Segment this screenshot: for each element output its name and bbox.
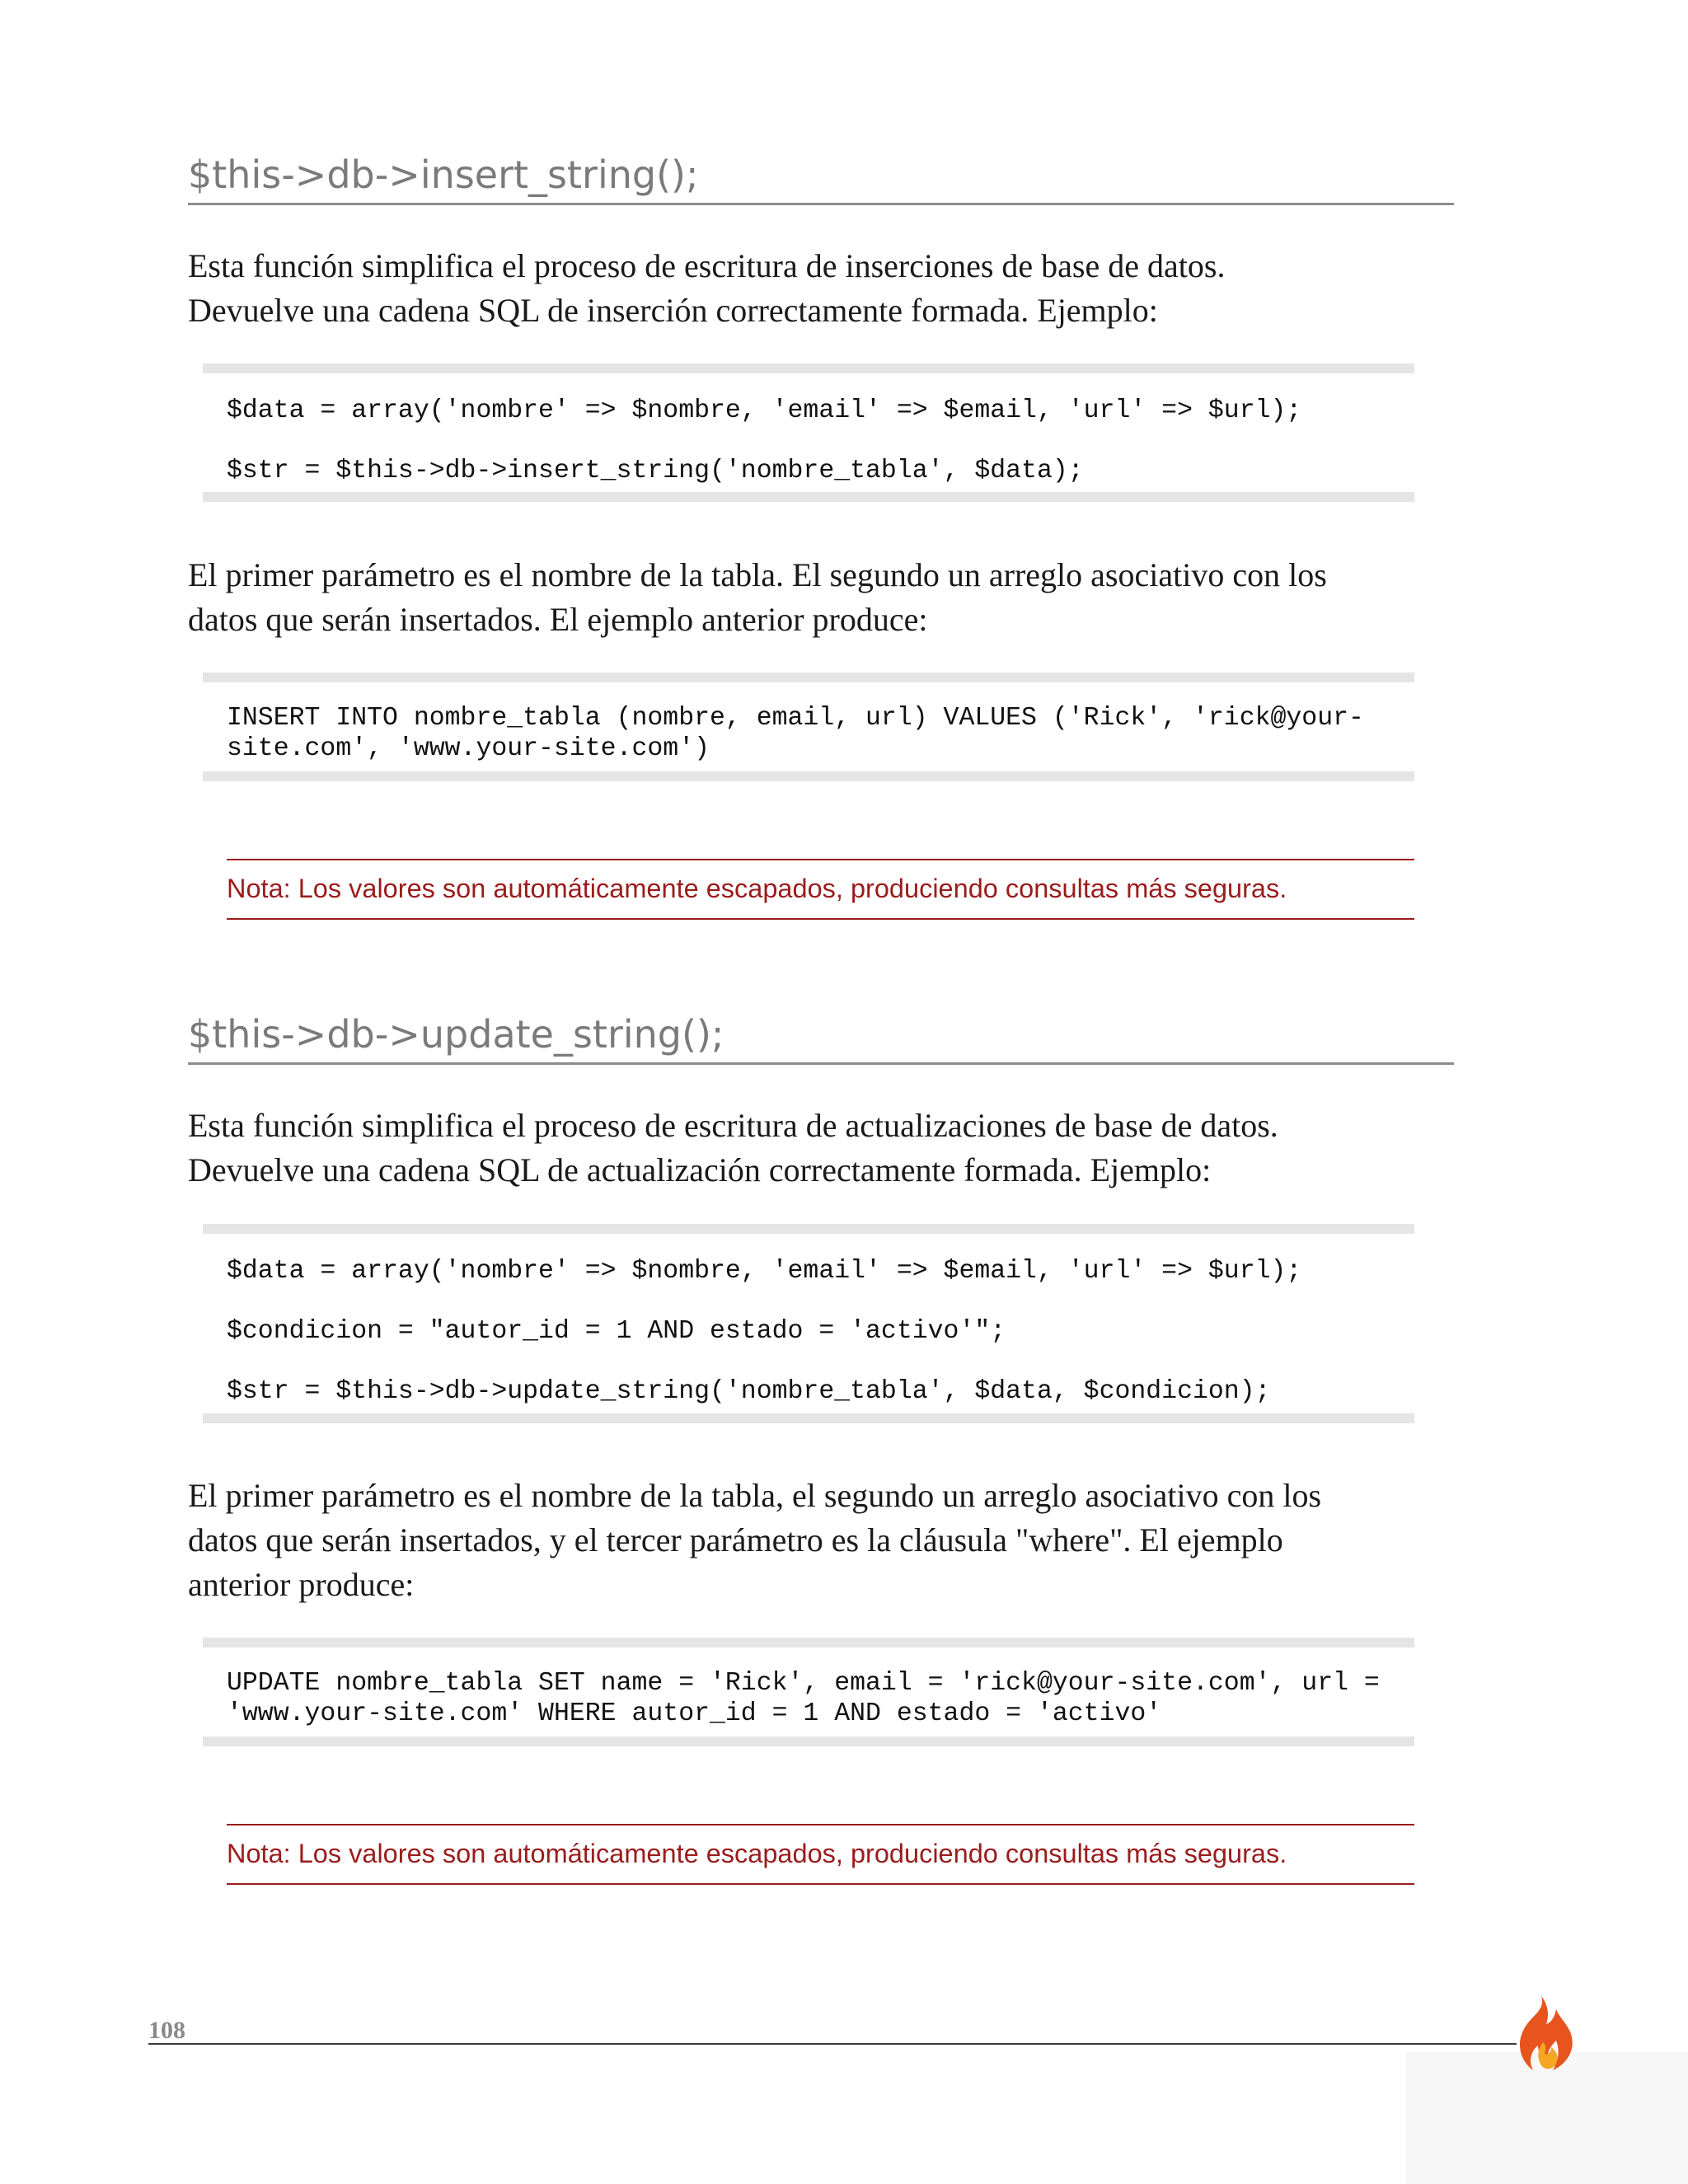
insert-explanation-line-2: datos que serán insertados. El ejemplo anterior produce: (188, 601, 928, 638)
update-explanation-line-2: datos que serán insertados, y el tercer parámetro es la cláusula "where". El ejemplo (188, 1521, 1283, 1558)
insert-output-block (203, 673, 1414, 781)
update-explanation-line-3: anterior produce: (188, 1566, 415, 1603)
section-heading-update-string: $this->db->update_string(); (188, 1010, 1454, 1065)
update-explanation-line-1: El primer parámetro es el nombre de la tabla, el segundo un arreglo asociativo con los (188, 1477, 1322, 1514)
code-line: $data = array('nombre' => $nombre, 'email' => $email, 'url' => $url); (227, 1257, 1302, 1286)
update-intro-line-1: Esta función simplifica el proceso de escritura de actualizaciones de base de datos. (188, 1107, 1278, 1144)
code-line: $str = $this->db->update_string('nombre_tabla', $data, $condicion); (227, 1377, 1271, 1406)
update-intro-paragraph (188, 1104, 1474, 1193)
flame-logo-icon (1505, 1994, 1579, 2077)
footer-rule (148, 2043, 1517, 2045)
update-intro-line-2: Devuelve una cadena SQL de actualización correctamente formada. Ejemplo: (188, 1151, 1212, 1188)
update-note: Nota: Los valores son automáticamente escapados, produciendo consultas más seguras. (227, 1824, 1414, 1885)
output-line: UPDATE nombre_tabla SET name = 'Rick', email = 'rick@your-site.com', url = (227, 1669, 1380, 1698)
section-heading-insert-string: $this->db->insert_string(); (188, 150, 1454, 205)
code-line: $condicion = "autor_id = 1 AND estado = 'activo'"; (227, 1317, 1006, 1346)
insert-intro-line-2: Devuelve una cadena SQL de inserción correctamente formada. Ejemplo: (188, 292, 1158, 329)
insert-explanation-paragraph (188, 553, 1474, 642)
update-output-block (203, 1638, 1414, 1746)
code-line: $str = $this->db->insert_string('nombre_tabla', $data); (227, 457, 1084, 485)
insert-intro-paragraph (188, 244, 1474, 333)
insert-intro-line-1: Esta función simplifica el proceso de escritura de inserciones de base de datos. (188, 247, 1226, 284)
output-line: INSERT INTO nombre_tabla (nombre, email, url) VALUES ('Rick', 'rick@your- (227, 704, 1364, 733)
update-explanation-paragraph (188, 1474, 1474, 1607)
output-line: site.com', 'www.your-site.com') (227, 734, 710, 763)
insert-note: Nota: Los valores son automáticamente escapados, produciendo consultas más seguras. (227, 859, 1414, 920)
page-number: 108 (148, 2017, 185, 2044)
insert-code-example-block (203, 363, 1414, 502)
output-line: 'www.your-site.com' WHERE autor_id = 1 AND estado = 'activo' (227, 1699, 1162, 1728)
insert-explanation-line-1: El primer parámetro es el nombre de la tabla. El segundo un arreglo asociativo con los (188, 556, 1327, 593)
code-line: $data = array('nombre' => $nombre, 'email' => $email, 'url' => $url); (227, 396, 1302, 425)
update-code-example-block (203, 1224, 1414, 1423)
